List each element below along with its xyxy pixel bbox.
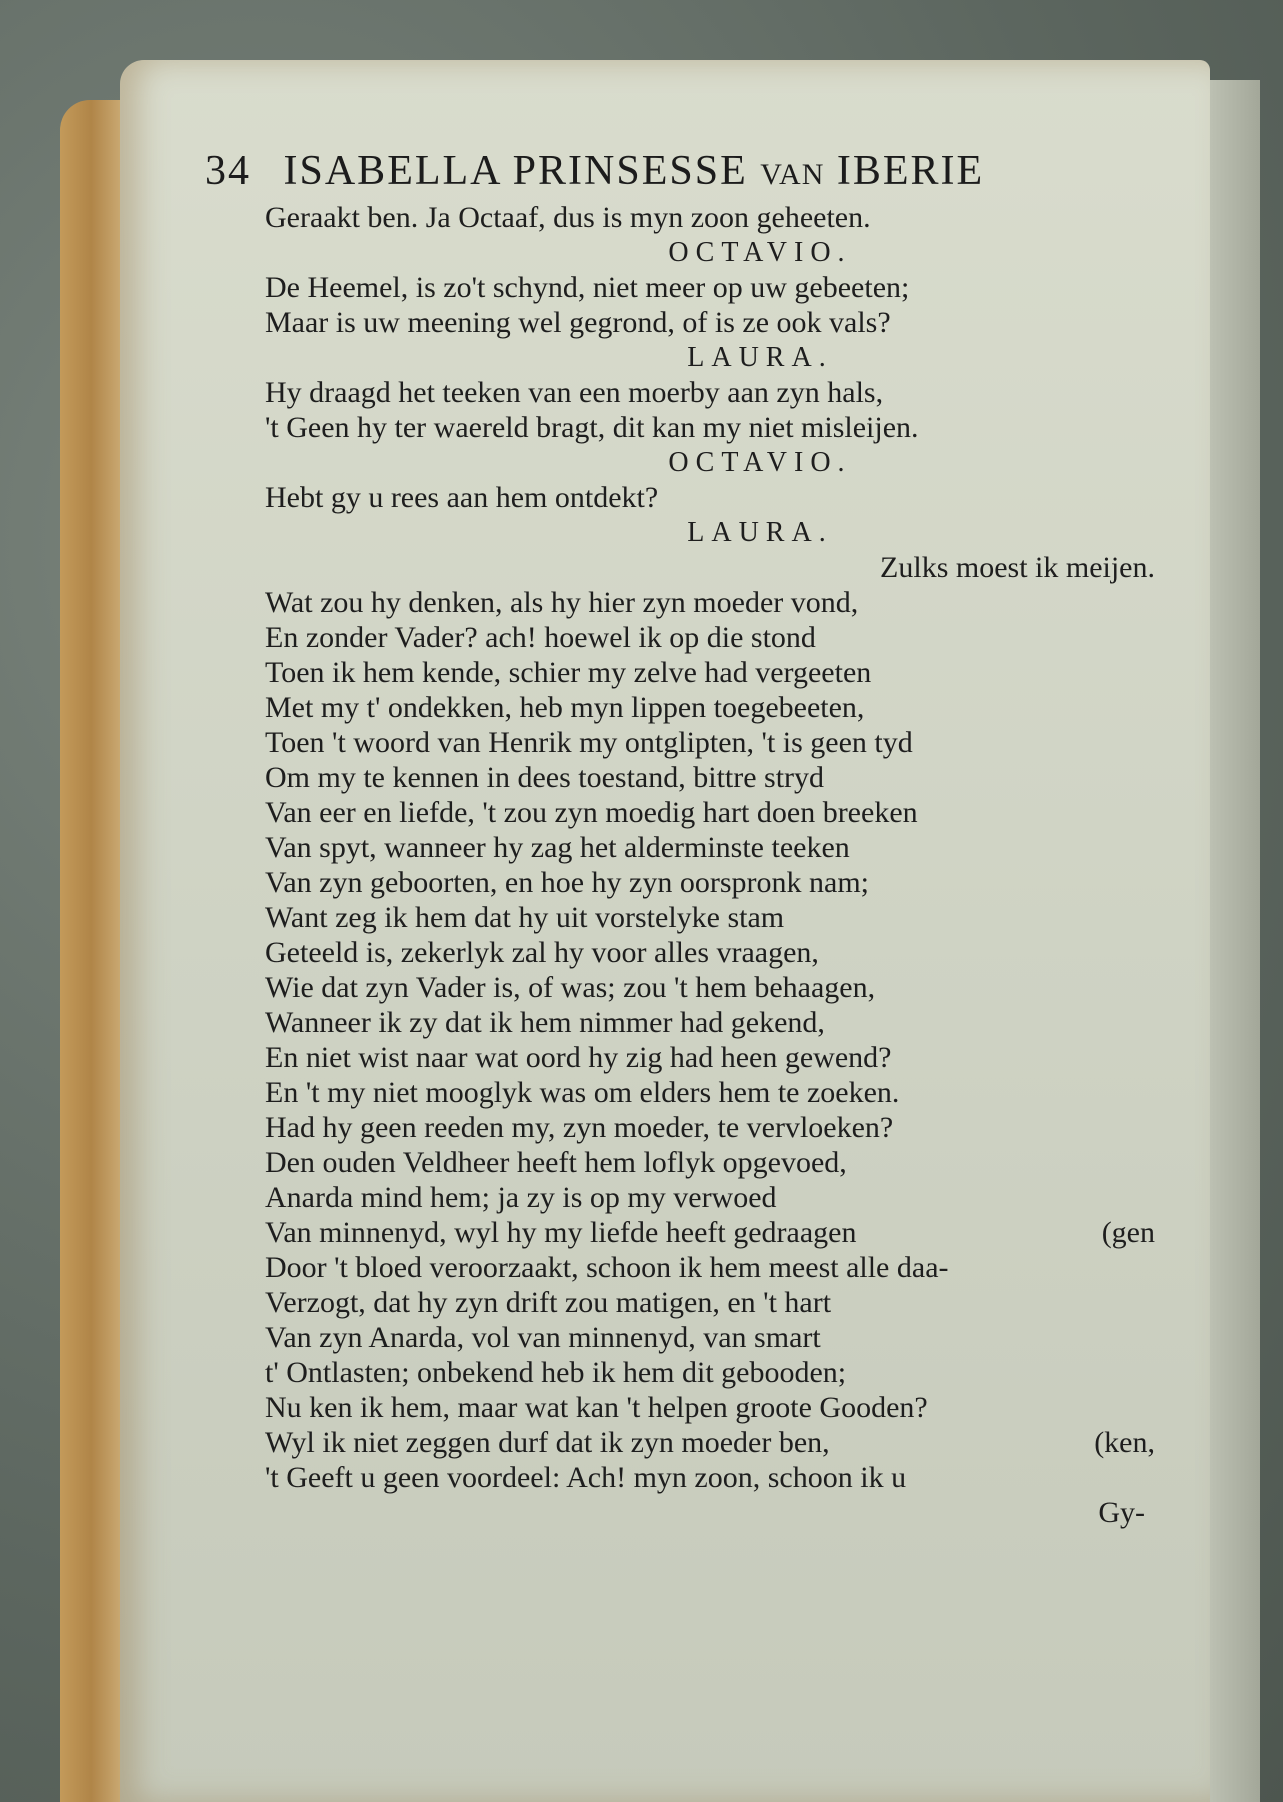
verse-line: Van spyt, wanneer hy zag het alderminste teeken [265,831,850,864]
verse-text [265,200,1165,1530]
speaker-name: OCTAVIO. [668,237,852,268]
verse-line: Geteeld is, zekerlyk zal hy voor alles vraagen, [265,936,819,969]
speaker-name: LAURA. [687,342,833,373]
verse-line [265,1215,1165,1250]
header-title-end: IBERIE [836,148,985,194]
page-number: 34 [205,148,251,194]
verse-line: Van eer en liefde, 't zou zyn moedig hart doen breeken [265,796,918,829]
verse-line: Zulks moest ik meijen. [880,551,1155,584]
verse-line-text: Van minnenyd, wyl hy my liefde heeft gedraagen [265,1216,857,1249]
verse-line: Hebt gy u rees aan hem ontdekt? [265,481,659,514]
verse-line: Toen ik hem kende, schier my zelve had vergeeten [265,656,872,689]
verse-line: Geraakt ben. Ja Octaaf, dus is myn zoon geheeten. [265,201,871,234]
line-overflow: (gen [1101,1216,1155,1249]
verse-line-text: Wyl ik niet zeggen durf dat ik zyn moeder ben, [265,1426,830,1459]
verse-line: Had hy geen reeden my, zyn moeder, te vervloeken? [265,1111,894,1144]
verse-line: Wie dat zyn Vader is, of was; zou 't hem behaagen, [265,971,876,1004]
verse-line: Wanneer ik zy dat ik hem nimmer had gekend, [265,1006,825,1039]
verse-line: Anarda mind hem; ja zy is op my verwoed [265,1181,777,1214]
verse-line: Den ouden Veldheer heeft hem loflyk opgevoed, [265,1146,847,1179]
verse-line: Want zeg ik hem dat hy uit vorstelyke stam [265,901,785,934]
verse-line: 't Geen hy ter waereld bragt, dit kan my niet misleijen. [265,411,919,444]
verse-line: t' Ontlasten; onbekend heb ik hem dit gebooden; [265,1356,847,1389]
verse-line: Door 't bloed veroorzaakt, schoon ik hem meest alle daa- [265,1251,949,1284]
verse-line: En niet wist naar wat oord hy zig had heen gewend? [265,1041,892,1074]
speaker-name: LAURA. [687,517,833,548]
verse-line: Nu ken ik hem, maar wat kan 't helpen groote Gooden? [265,1391,928,1424]
verse-line: Om my te kennen in dees toestand, bittre stryd [265,761,825,794]
verse-line: De Heemel, is zo't schynd, niet meer op uw gebeeten; [265,271,910,304]
verse-line: Met my t' ondekken, heb myn lippen toegebeeten, [265,691,865,724]
header-van: VAN [760,158,825,191]
speaker-name: OCTAVIO. [668,447,852,478]
line-overflow: (ken, [1094,1426,1155,1459]
verse-line: Hy draagd het teeken van een moerby aan zyn hals, [265,376,884,409]
verse-line: 't Geeft u geen voordeel: Ach! myn zoon, schoon ik u [265,1461,907,1494]
verse-line: Van zyn Anarda, vol van minnenyd, van smart [265,1321,821,1354]
verse-line: En zonder Vader? ach! hoewel ik op die stond [265,621,816,654]
verse-line: Van zyn geboorten, en hoe hy zyn oorspronk nam; [265,866,870,899]
facing-page-edge [1205,80,1260,1802]
verse-line: Verzogt, dat hy zyn drift zou matigen, en 't hart [265,1286,832,1319]
verse-line [265,1425,1165,1460]
catchword: Gy- [1098,1496,1145,1529]
running-header [205,147,984,195]
verse-line: Maar is uw meening wel gegrond, of is ze ook vals? [265,306,891,339]
verse-line: En 't my niet mooglyk was om elders hem te zoeken. [265,1076,900,1109]
verse-line: Toen 't woord van Henrik my ontglipten, 't is geen tyd [265,726,913,759]
verse-line: Wat zou hy denken, als hy hier zyn moeder vond, [265,586,859,619]
header-title: ISABELLA PRINSESSE [283,148,748,194]
